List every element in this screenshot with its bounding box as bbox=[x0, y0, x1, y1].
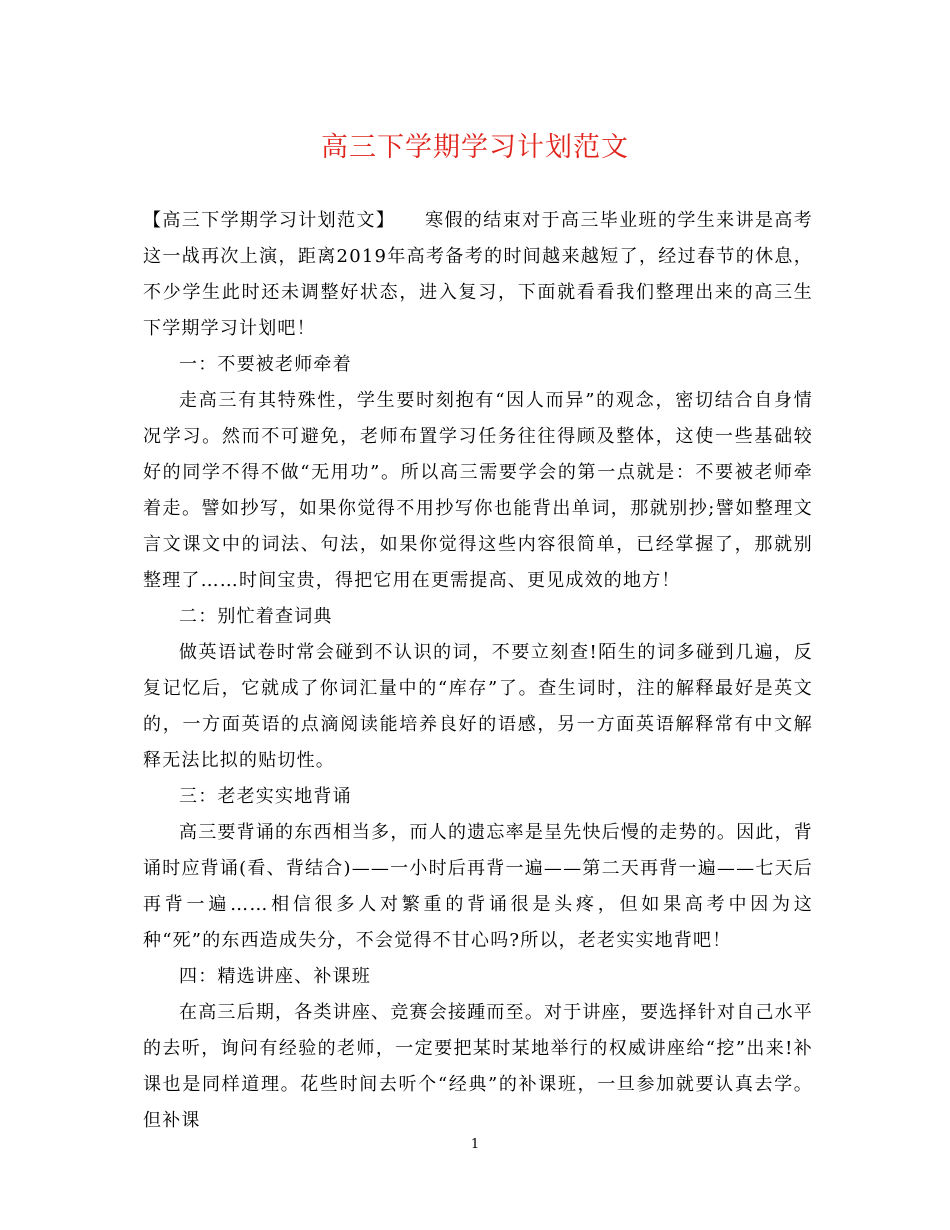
section-body-4: 在高三后期，各类讲座、竞赛会接踵而至。对于讲座，要选择针对自己水平的去听，询问有经验的老师，一定要把某时某地举行的权威讲座给“挖”出来!补课也是同样道理。花些时间去听个“经典”的补课班，一旦参加就要认真去学。但补课 bbox=[143, 1002, 813, 1131]
section-body-1: 走高三有其特殊性，学生要时刻抱有“因人而异”的观念，密切结合自身情况学习。然而不可避免，老师布置学习任务往往得顾及整体，这使一些基础较好的同学不得不做“无用功”。所以高三需要学会的第一点就是：不要被老师牵着走。譬如抄写，如果你觉得不用抄写你也能背出单词，那就别抄;譬如整理文言文课文中的词法、句法，如果你觉得这些内容很简单，已经掌握了，那就别整理了……时间宝贵，得把它用在更需提高、更见成效的地方！ bbox=[143, 390, 813, 591]
section-body-2: 做英语试卷时常会碰到不认识的词，不要立刻查!陌生的词多碰到几遍，反复记忆后，它就成了你词汇量中的“库存”了。查生词时，注的解释最好是英文的，一方面英语的点滴阅读能培养良好的语感，另一方面英语解释常有中文解释无法比拟的贴切性。 bbox=[143, 642, 813, 771]
document-title: 高三下学期学习计划范文 bbox=[321, 132, 629, 163]
section-heading-1: 一：不要被老师牵着 bbox=[179, 354, 352, 375]
section-heading-4: 四：精选讲座、补课班 bbox=[179, 966, 371, 987]
intro-paragraph: 【高三下学期学习计划范文】 寒假的结束对于高三毕业班的学生来讲是高考这一战再次上演，距离2019年高考备考的时间越来越短了，经过春节的休息，不少学生此时还未调整好状态，进入复习，下面就看看我们整理出来的高三生下学期学习计划吧！ bbox=[143, 210, 813, 339]
section-heading-2: 二：别忙着查词典 bbox=[179, 606, 333, 627]
section-heading-3: 三：老老实实地背诵 bbox=[179, 786, 352, 807]
page-number: 1 bbox=[470, 1137, 480, 1152]
section-body-3: 高三要背诵的东西相当多，而人的遗忘率是呈先快后慢的走势的。因此，背诵时应背诵(看、背结合)——一小时后再背一遍——第二天再背一遍——七天后再背一遍……相信很多人对繁重的背诵很是头疼，但如果高考中因为这种“死”的东西造成失分，不会觉得不甘心吗?所以，老老实实地背吧！ bbox=[143, 822, 813, 951]
document-body bbox=[143, 203, 813, 1139]
